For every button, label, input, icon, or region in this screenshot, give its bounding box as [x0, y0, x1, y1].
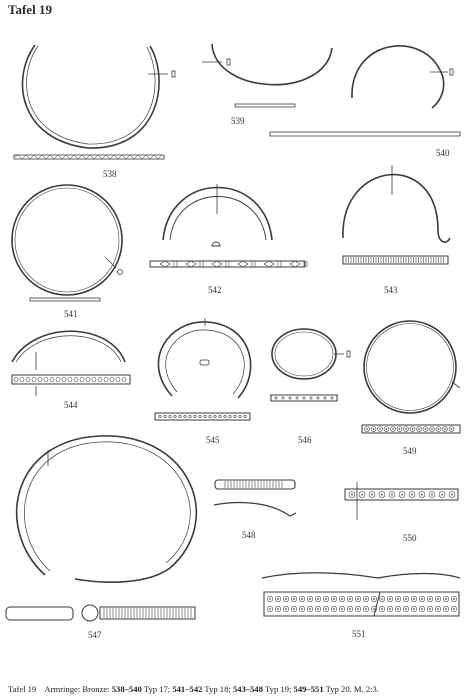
caption-range-2: 541–542 [172, 684, 203, 694]
figure-number-549: 549 [403, 446, 417, 456]
bracelet-548-section [214, 503, 296, 516]
bracelet-549-drawing [364, 321, 456, 413]
caption-type-1: Typ 17; [143, 684, 171, 694]
bracelet-538-drawing [23, 45, 160, 148]
caption-range-3: 543–548 [232, 684, 264, 694]
figure-number-539: 539 [231, 116, 245, 126]
caption-label: Tafel 19 [8, 684, 37, 694]
bracelet-541-section [30, 298, 100, 301]
bracelet-541-drawing [12, 185, 122, 295]
plate-title: Tafel 19 [8, 2, 52, 17]
figure-number-540: 540 [436, 148, 450, 158]
bracelet-547-section-b [100, 607, 195, 619]
bracelet-549-section [362, 425, 460, 433]
bracelet-551-drawing [262, 573, 460, 578]
bracelet-543-drawing [343, 175, 450, 243]
figure-number-548: 548 [242, 530, 256, 540]
bracelet-540-drawing [352, 46, 444, 108]
figure-number-550: 550 [403, 533, 417, 543]
figure-number-541: 541 [64, 309, 78, 319]
caption-type-2: Typ 18; [204, 684, 231, 694]
bracelet-545-section [155, 413, 250, 420]
caption-type-4: Typ 20. M. 2:3. [325, 684, 379, 694]
figure-number-542: 542 [208, 285, 222, 295]
caption-range-1: 538–540 [111, 684, 142, 694]
bracelet-542-section [150, 261, 305, 267]
figure-number-538: 538 [103, 169, 117, 179]
bracelet-551-section [264, 592, 459, 616]
plate-caption [8, 684, 379, 694]
figure-number-546: 546 [298, 435, 312, 445]
caption-lead: Armringe: Bronze: [44, 684, 110, 694]
bracelet-539-section [235, 104, 295, 107]
caption-type-3: Typ 19; [265, 684, 292, 694]
bracelet-547-section-a [6, 607, 73, 620]
figure-number-545: 545 [206, 435, 220, 445]
bracelet-546-section [271, 395, 337, 401]
figure-number-547: 547 [88, 630, 102, 640]
caption-range-4: 549–551 [293, 684, 324, 694]
figure-number-543: 543 [384, 285, 398, 295]
bracelet-540-section [270, 132, 460, 136]
bracelet-546-drawing [272, 329, 336, 379]
figure-number-551: 551 [352, 629, 366, 639]
figure-number-544: 544 [64, 400, 78, 410]
